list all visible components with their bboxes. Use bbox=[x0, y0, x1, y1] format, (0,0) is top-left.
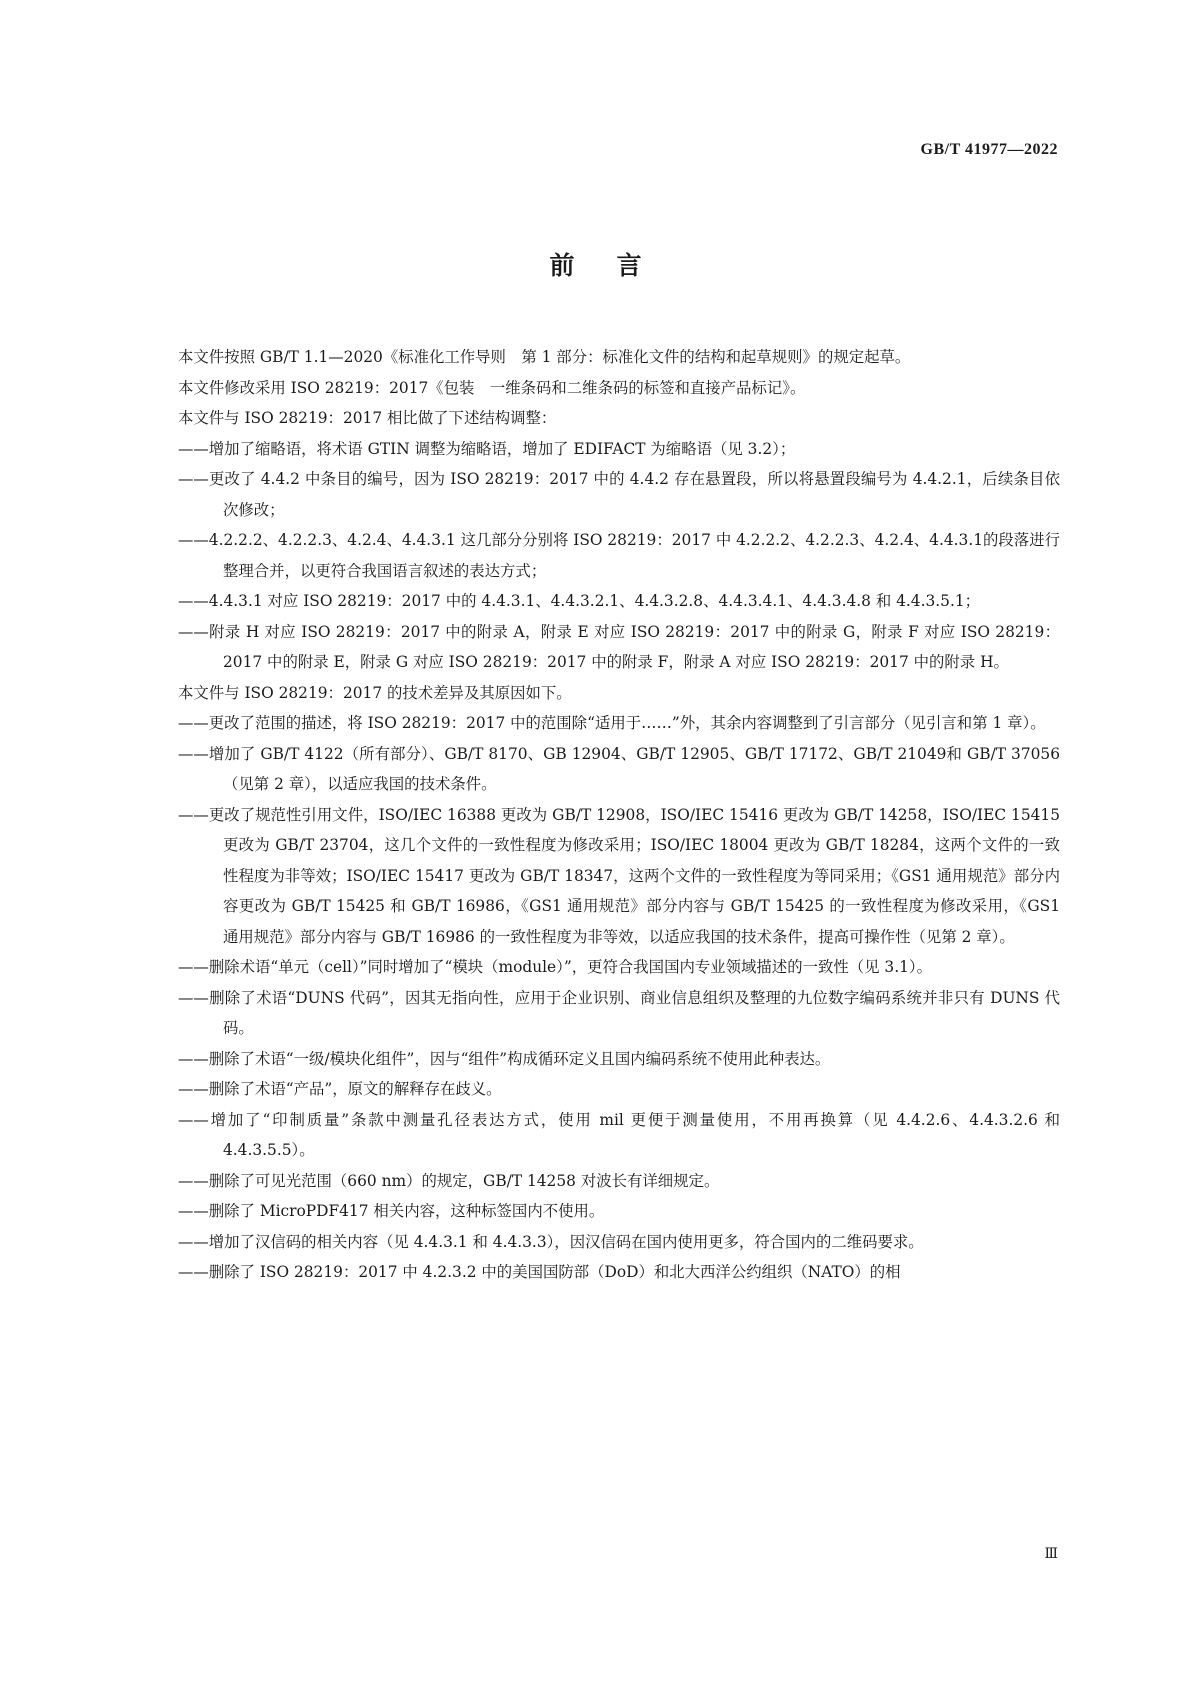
list-item: ——删除术语“单元（cell）”同时增加了“模块（module）”，更符合我国国内专业领域描述的一致性（见 3.1）。 bbox=[178, 958, 932, 976]
paragraph-drafting-rules: 本文件按照 GB/T 1.1—2020《标准化工作导则 第 1 部分：标准化文件的结构和起草规则》的规定起草。 bbox=[178, 348, 911, 366]
list-item: ——更改了 4.4.2 中条目的编号，因为 ISO 28219：2017 中的 4.4.2 存在悬置段，所以将悬置段编号为 4.4.2.1，后续条目依次修改； bbox=[178, 470, 1060, 519]
list-item: ——删除了 MicroPDF417 相关内容，这种标签国内不使用。 bbox=[178, 1202, 605, 1220]
page-header: GB/T 41977—2022 bbox=[920, 141, 1058, 158]
paragraph-adoption: 本文件修改采用 ISO 28219：2017《包装 一维条码和二维条码的标签和直接产品标记》。 bbox=[178, 378, 806, 397]
paragraph-structural-intro: 本文件与 ISO 28219：2017 相比做了下述结构调整： bbox=[178, 409, 557, 427]
list-item: ——删除了可见光范围（660 nm）的规定，GB/T 14258 对波长有详细规定。 bbox=[178, 1171, 720, 1190]
list-item: ——增加了 GB/T 4122（所有部分）、GB/T 8170、GB 12904、GB/T 12905、GB/T 17172、GB/T 21049和 GB/T 37056（见第 2 章），以适应我国的技术条件。 bbox=[178, 744, 1060, 793]
list-item: ——4.2.2.2、4.2.2.3、4.2.4、4.4.3.1 这几部分分别将 ISO 28219：2017 中 4.2.2.2、4.2.2.3、4.2.4、4.4.3.1的段落进行整理合并，以更符合我国语言叙述的表达方式； bbox=[178, 531, 1060, 580]
list-item: ——增加了“印制质量”条款中测量孔径表达方式，使用 mil 更便于测量使用，不用再换算（见 4.4.2.6、4.4.3.2.6 和 4.4.3.5.5）。 bbox=[178, 1110, 1060, 1159]
list-item: ——增加了汉信码的相关内容（见 4.4.3.1 和 4.4.3.3），因汉信码在国内使用更多，符合国内的二维码要求。 bbox=[178, 1232, 924, 1251]
list-item: ——删除了 ISO 28219：2017 中 4.2.3.2 中的美国国防部（DoD）和北大西洋公约组织（NATO）的相 bbox=[178, 1263, 901, 1281]
list-item: ——更改了范围的描述，将 ISO 28219：2017 中的范围除“适用于……”外，其余内容调整到了引言部分（见引言和第 1 章）。 bbox=[178, 714, 1046, 732]
list-item: ——删除了术语“一级/模块化组件”，因与“组件”构成循环定义且国内编码系统不使用此种表达。 bbox=[178, 1049, 831, 1068]
list-item: ——增加了缩略语，将术语 GTIN 调整为缩略语，增加了 EDIFACT 为缩略语（见 3.2）； bbox=[178, 439, 796, 458]
paragraph-technical-intro: 本文件与 ISO 28219：2017 的技术差异及其原因如下。 bbox=[178, 683, 572, 702]
list-item: ——更改了规范性引用文件，ISO/IEC 16388 更改为 GB/T 12908，ISO/IEC 15416 更改为 GB/T 14258，ISO/IEC 15415 更改为 GB/T 23704，这几个文件的一致性程度为修改采用；ISO/IEC 18004 更改为 GB/T 18284，这两个文件的一致性程度为非等效；ISO/IEC 15417 更改为 GB/T 18347，这两个文件的一致性程度为等同采用；《GS1 通用规范》部分内容更改为 GB/T 15425 和 GB/T 16986，《GS1 通用规范》部分内容与 GB/T 15425 的一致性程度为修改采用，《GS1 通用规范》部分内容与 GB/T 16986 的一致性程度为非等效，以适应我国的技术条件，提高可操作性（见第 2 章）。 bbox=[178, 805, 1060, 946]
list-item: ——附录 H 对应 ISO 28219：2017 中的附录 A，附录 E 对应 ISO 28219：2017 中的附录 G，附录 F 对应 ISO 28219：2017 中的附录 E，附录 G 对应 ISO 28219：2017 中的附录 F，附录 A 对应 ISO 28219：2017 中的附录 H。 bbox=[178, 622, 1060, 671]
structural-changes-list bbox=[143, 434, 1060, 678]
foreword-body bbox=[143, 342, 1060, 1288]
technical-differences-list bbox=[143, 708, 1060, 1288]
page-number: Ⅲ bbox=[1044, 1546, 1058, 1562]
list-item: ——删除了术语“DUNS 代码”，因其无指向性，应用于企业识别、商业信息组织及整理的九位数字编码系统并非只有 DUNS 代码。 bbox=[178, 988, 1060, 1037]
page-title: 前言 bbox=[549, 251, 684, 280]
list-item: ——删除了术语“产品”，原文的解释存在歧义。 bbox=[178, 1080, 502, 1098]
list-item: ——4.4.3.1 对应 ISO 28219：2017 中的 4.4.3.1、4.4.3.2.1、4.4.3.2.8、4.4.3.4.1、4.4.3.4.8 和 4.4.3.5.1； bbox=[178, 592, 981, 610]
